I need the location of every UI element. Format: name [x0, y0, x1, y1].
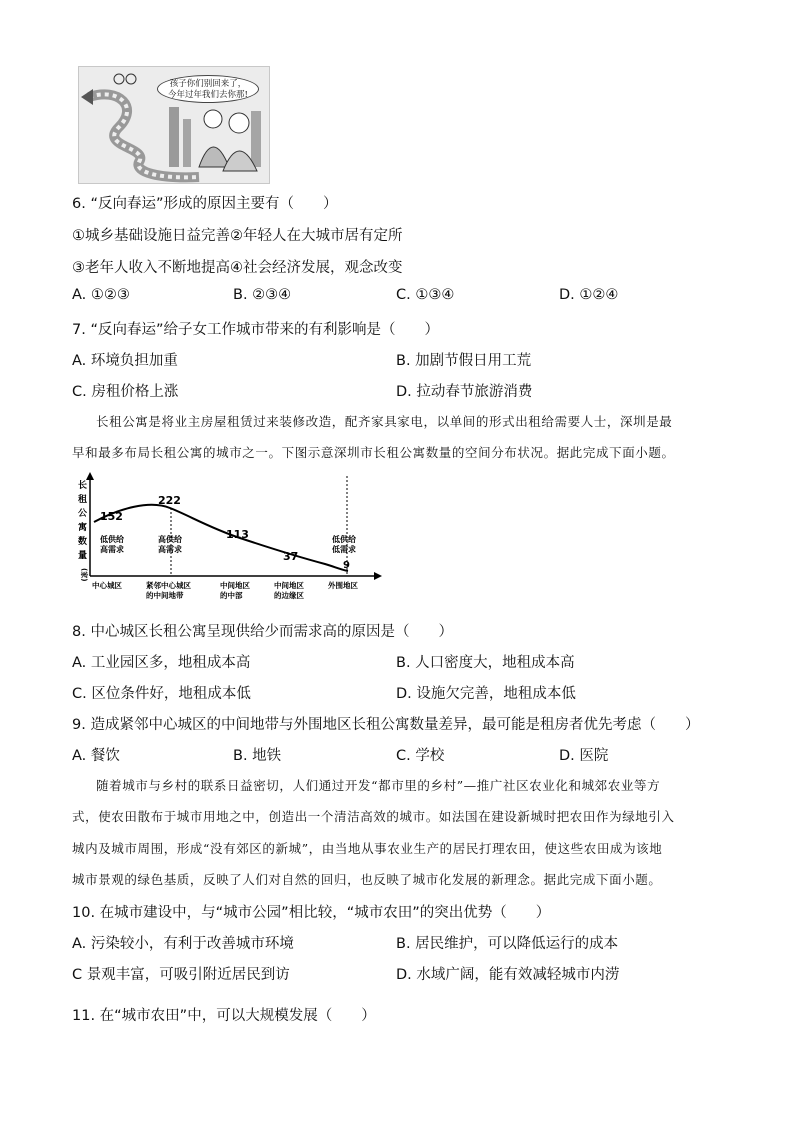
data-label-9: 9 — [343, 560, 350, 571]
ylabel-unit: (家) — [80, 568, 88, 582]
category-label-2b: 的中间地带 — [146, 591, 184, 600]
passage-2-line-3: 城内及城市周围，形成“没有郊区的新城”，由当地从事农业生产的居民打理农田，使这些农田成为该地 — [72, 841, 663, 856]
question-6-statements-2: ③老年人收入不断地提高④社会经济发展，观念改变 — [72, 260, 403, 276]
passage-2-line-1: 随着城市与乡村的联系日益密切，人们通过开发“都市里的乡村”—推广社区农业化和城郊农业等方 — [96, 778, 661, 793]
question-8-option-d[interactable]: D. 设施欠完善，地租成本低 — [396, 686, 576, 702]
y-axis-arrow — [86, 472, 94, 480]
bubble-line-2: 今年过年我们去你那! — [168, 90, 248, 100]
ylabel-char-3: 公 — [78, 509, 88, 519]
question-6-option-c[interactable]: C. ①③④ — [396, 287, 455, 303]
question-6-statements-1: ①城乡基础设施日益完善②年轻人在大城市居有定所 — [72, 228, 403, 244]
question-6-option-b[interactable]: B. ②③④ — [233, 287, 292, 303]
category-label-2a: 紧邻中心城区 — [146, 581, 191, 590]
category-label-4b: 的边缘区 — [274, 591, 304, 600]
passage-2-line-4: 城市景观的绿色基质，反映了人们对自然的回归，也反映了城市化发展的新理念。据此完成下面小题。 — [72, 872, 662, 887]
data-label-152: 152 — [100, 510, 123, 523]
passage-2-line-2: 式，使农田散布于城市用地之中，创造出一个清洁高效的城市。如法国在建设新城时把农田作为绿地引入 — [72, 809, 675, 824]
category-label-3b: 的中部 — [220, 591, 243, 600]
cartoon-illustration — [78, 66, 270, 184]
question-7-stem: 7. “反向春运”给子女工作城市带来的有利影响是（ ） — [72, 322, 439, 338]
bubble-line-1: 孩子你们别回来了， — [169, 79, 247, 89]
data-label-113: 113 — [226, 528, 249, 541]
question-8-stem: 8. 中心城区长租公寓呈现供给少而需求高的原因是（ ） — [72, 624, 453, 640]
question-9-option-d[interactable]: D. 医院 — [559, 748, 609, 764]
category-label-5: 外围地区 — [328, 581, 358, 590]
data-label-222: 222 — [158, 494, 181, 507]
category-label-4a: 中间地区 — [274, 581, 304, 590]
question-7-option-c[interactable]: C. 房租价格上涨 — [72, 384, 179, 400]
question-10-option-a[interactable]: A. 污染较小，有利于改善城市环境 — [72, 936, 294, 952]
question-7-option-a[interactable]: A. 环境负担加重 — [72, 353, 178, 369]
question-8-option-c[interactable]: C. 区位条件好，地租成本低 — [72, 686, 251, 702]
data-label-37: 37 — [283, 550, 299, 563]
question-11-stem: 11. 在“城市农田”中，可以大规模发展（ ） — [72, 1008, 376, 1024]
question-7-option-b[interactable]: B. 加剧节假日用工荒 — [396, 353, 532, 369]
y-axis-label — [78, 479, 89, 581]
category-label-3a: 中间地区 — [220, 581, 250, 590]
question-9-stem: 9. 造成紧邻中心城区的中间地带与外围地区长租公寓数量差异，最可能是租房者优先考虑（ ） — [72, 717, 700, 733]
ylabel-char-6: 量 — [78, 551, 88, 561]
passage-1-line-2: 早和最多布局长租公寓的城市之一。下图示意深圳市长租公寓数量的空间分布状况。据此完成下面小题。 — [72, 445, 675, 460]
annotation-1-line-1: 低供给 — [100, 535, 124, 544]
question-9-option-b[interactable]: B. 地铁 — [233, 748, 282, 764]
question-6-option-a[interactable]: A. ①②③ — [72, 287, 130, 303]
ylabel-char-4: 寓 — [78, 523, 88, 533]
question-9-option-a[interactable]: A. 餐饮 — [72, 748, 120, 764]
question-8-option-a[interactable]: A. 工业园区多，地租成本高 — [72, 655, 251, 671]
category-label-1: 中心城区 — [92, 581, 122, 590]
x-axis-arrow — [374, 572, 382, 580]
question-10-option-d[interactable]: D. 水域广阔，能有效减轻城市内涝 — [396, 967, 620, 983]
question-9-option-c[interactable]: C. 学校 — [396, 748, 445, 764]
question-6-option-d[interactable]: D. ①②④ — [559, 287, 619, 303]
question-10-option-b[interactable]: B. 居民维护，可以降低运行的成本 — [396, 936, 619, 952]
question-6-stem: 6. “反向春运”形成的原因主要有（ ） — [72, 196, 338, 212]
annotation-2-line-1: 高供给 — [158, 535, 182, 544]
ylabel-char-2: 租 — [78, 495, 88, 505]
series-line — [94, 505, 348, 571]
question-8-option-b[interactable]: B. 人口密度大，地租成本高 — [396, 655, 575, 671]
annotation-3-line-2: 低需求 — [332, 545, 356, 554]
chart-svg — [70, 472, 390, 612]
question-10-option-c[interactable]: C 景观丰富，可吸引附近居民到访 — [72, 967, 290, 983]
rental-apartment-chart — [70, 472, 390, 612]
speech-bubble — [157, 75, 259, 103]
ylabel-char-1: 长 — [78, 481, 88, 491]
question-10-stem: 10. 在城市建设中，与“城市公园”相比较，“城市农田”的突出优势（ ） — [72, 905, 551, 921]
passage-1-line-1: 长租公寓是将业主房屋租赁过来装修改造，配齐家具家电，以单间的形式出租给需要人士，深圳是最 — [96, 414, 673, 429]
annotation-3-line-1: 低供给 — [332, 535, 356, 544]
question-7-option-d[interactable]: D. 拉动春节旅游消费 — [396, 384, 533, 400]
ylabel-char-5: 数 — [78, 537, 88, 547]
annotation-2-line-2: 高需求 — [158, 545, 182, 554]
annotation-1-line-2: 高需求 — [100, 545, 124, 554]
